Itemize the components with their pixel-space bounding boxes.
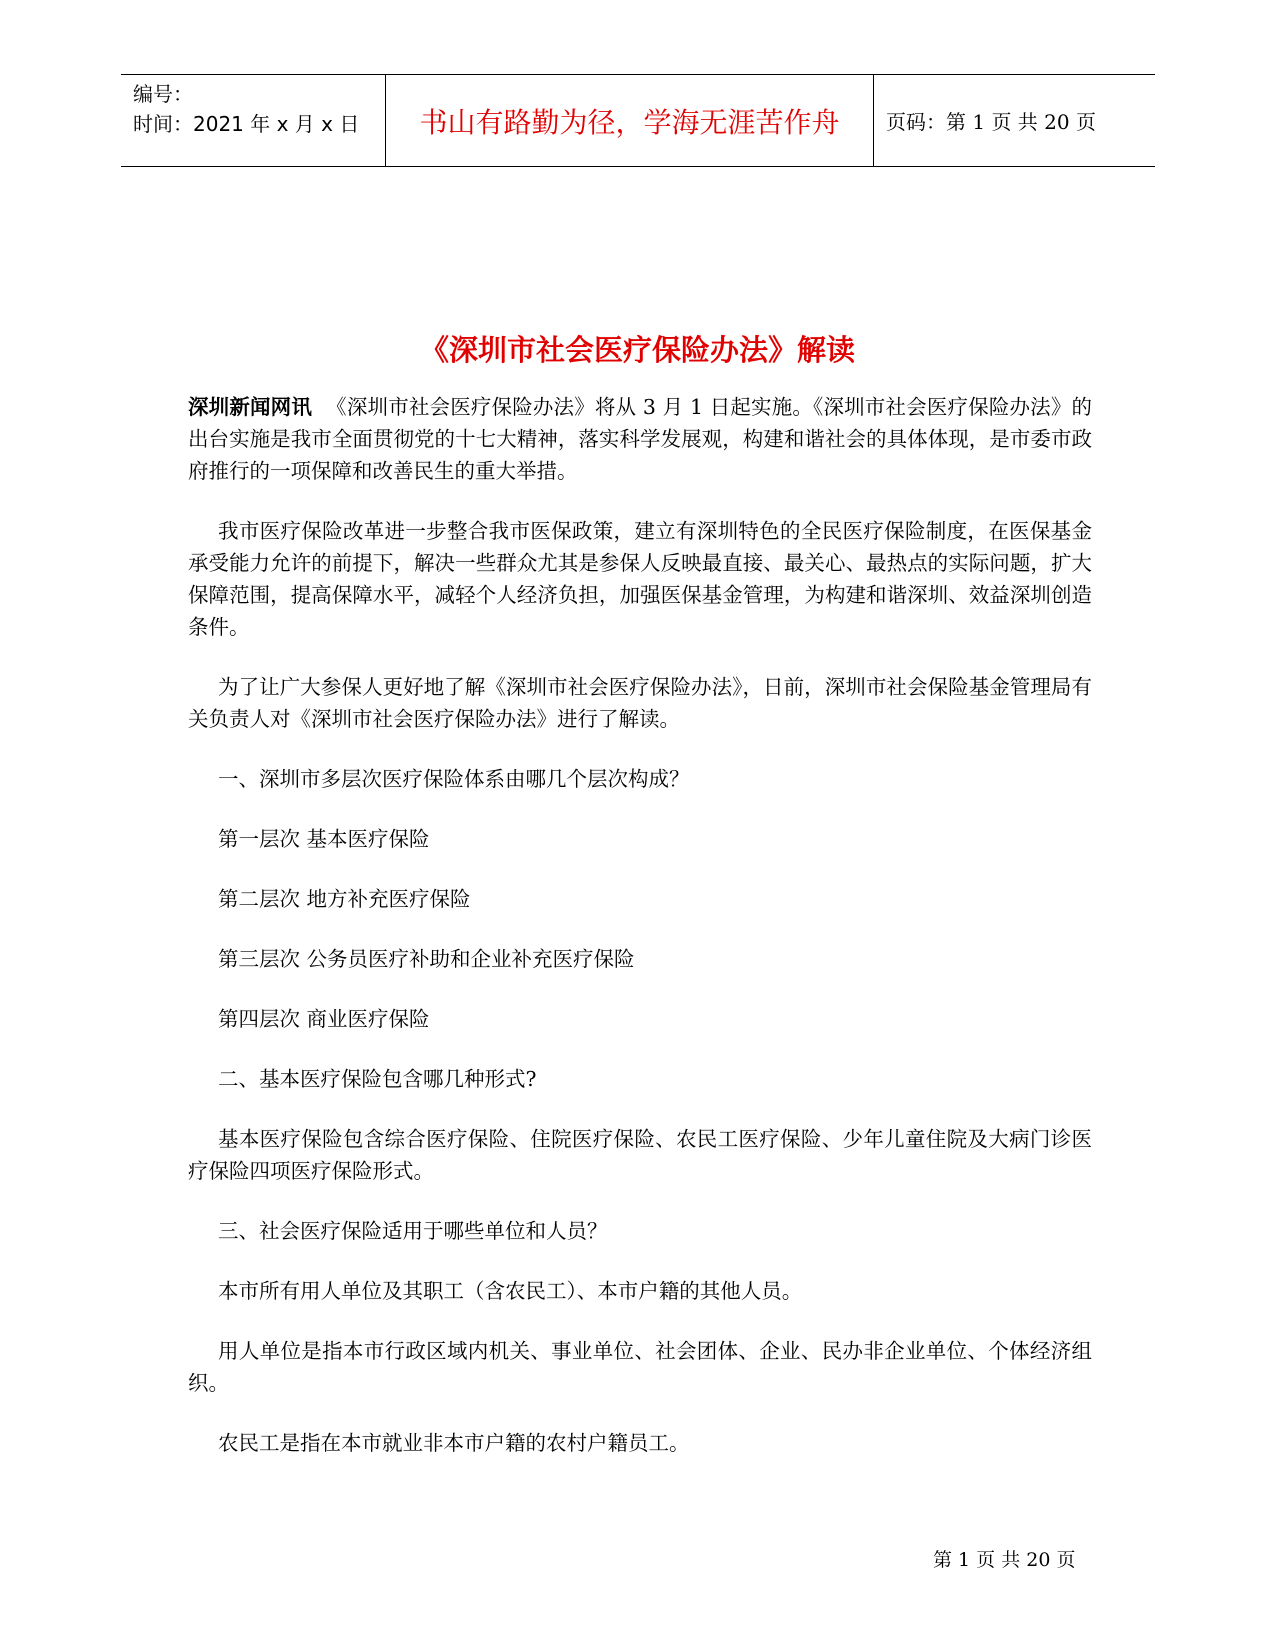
paragraph-intro <box>188 391 1092 487</box>
paragraph: 为了让广大参保人更好地了解《深圳市社会医疗保险办法》，日前，深圳市社会保险基金管理局有关负责人对《深圳市社会医疗保险办法》进行了解读。 <box>188 675 1092 731</box>
page-footer: 第 1 页 共 20 页 <box>933 1549 1076 1571</box>
paragraph: 基本医疗保险包含综合医疗保险、住院医疗保险、农民工医疗保险、少年儿童住院及大病门诊医疗保险四项医疗保险形式。 <box>188 1127 1092 1183</box>
time-label: 时间：2021 年 x 月 x 日 <box>133 112 360 136</box>
header-motto: 书山有路勤为径，学海无涯苦作舟 <box>419 105 840 139</box>
document-title: 《深圳市社会医疗保险办法》解读 <box>419 333 855 367</box>
list-item: 第四层次 商业医疗保险 <box>218 1007 430 1031</box>
paragraph: 农民工是指在本市就业非本市户籍的农村户籍员工。 <box>218 1431 690 1455</box>
question-heading: 三、社会医疗保险适用于哪些单位和人员？ <box>218 1219 608 1243</box>
paragraph: 本市所有用人单位及其职工（含农民工）、本市户籍的其他人员。 <box>218 1279 803 1303</box>
question-heading: 一、深圳市多层次医疗保险体系由哪几个层次构成？ <box>218 767 690 791</box>
document-header <box>121 74 1155 167</box>
news-source-lead: 深圳新闻网讯 <box>188 395 313 419</box>
list-item: 第一层次 基本医疗保险 <box>218 827 430 851</box>
page-info-label: 页码：第 1 页 共 20 页 <box>886 110 1096 134</box>
document-body <box>188 391 1092 1487</box>
question-heading: 二、基本医疗保险包含哪几种形式? <box>218 1067 537 1091</box>
list-item: 第三层次 公务员医疗补助和企业补充医疗保险 <box>218 947 635 971</box>
header-motto-cell <box>386 75 874 166</box>
paragraph: 我市医疗保险改革进一步整合我市医保政策，建立有深圳特色的全民医疗保险制度，在医保基金承受能力允许的前提下，解决一些群众尤其是参保人反映最直接、最关心、最热点的实际问题，扩大保障范围，提高保障水平，减轻个人经济负担，加强医保基金管理，为构建和谐深圳、效益深圳创造条件。 <box>188 519 1092 639</box>
number-label: 编号： <box>133 82 193 106</box>
paragraph: 用人单位是指本市行政区域内机关、事业单位、社会团体、企业、民办非企业单位、个体经济组织。 <box>188 1339 1092 1395</box>
paragraph-text: 《深圳市社会医疗保险办法》将从 3 月 1 日起实施。《深圳市社会医疗保险办法》的出台实施是我市全面贯彻党的十七大精神，落实科学发展观，构建和谐社会的具体体现，是市委市政府推行的一项保障和改善民生的重大举措。 <box>188 395 1092 483</box>
header-meta <box>121 75 386 166</box>
list-item: 第二层次 地方补充医疗保险 <box>218 887 471 911</box>
header-page-info <box>874 75 1155 166</box>
